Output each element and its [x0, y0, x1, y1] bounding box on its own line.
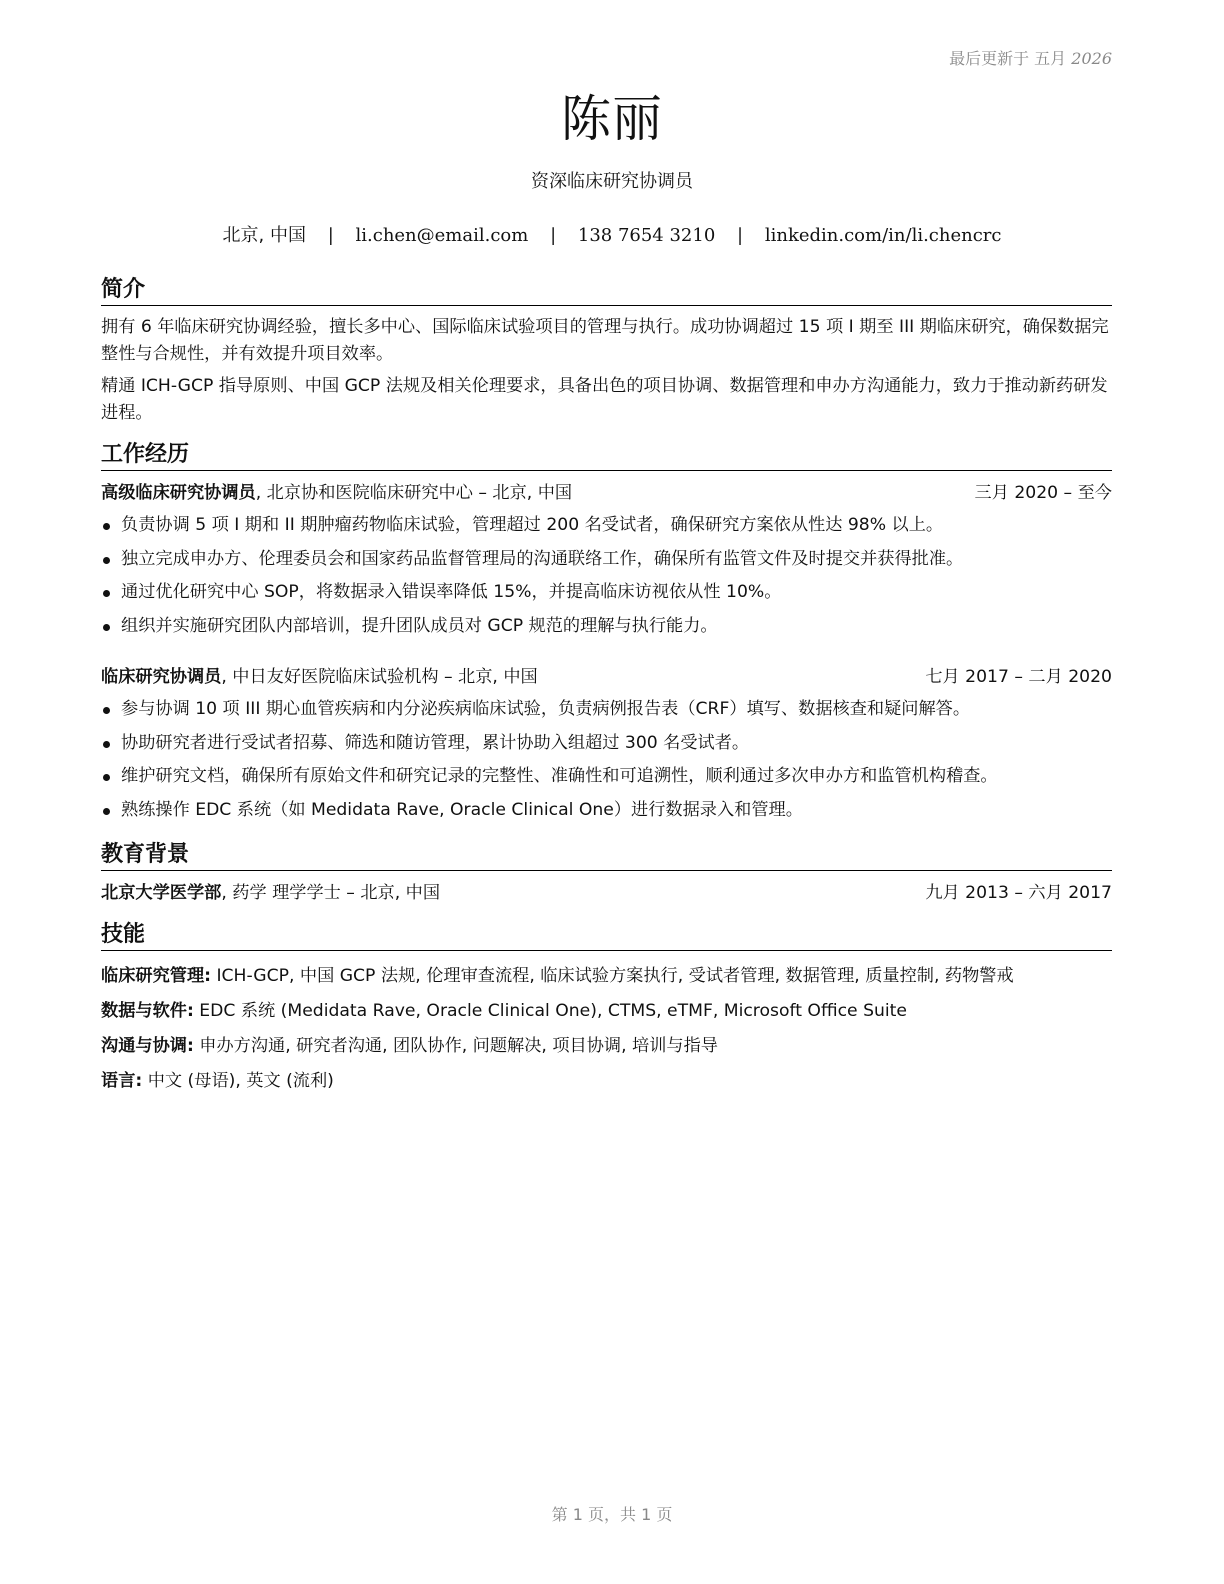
skill-row [101, 1029, 1112, 1064]
job-bullets [101, 509, 1112, 643]
section-title: 教育背景 [101, 841, 1112, 871]
section-title: 技能 [101, 921, 1112, 951]
job-title: 高级临床研究协调员 [101, 483, 256, 503]
job-header [101, 479, 1112, 507]
list-item: 通过优化研究中心 SOP，将数据录入错误率降低 15%，并提高临床访视依从性 10%。 [101, 576, 1112, 610]
skill-row [101, 994, 1112, 1029]
skill-label: 数据与软件: [101, 1001, 194, 1021]
list-item: 协助研究者进行受试者招募、筛选和随访管理，累计协助入组超过 300 名受试者。 [101, 727, 1112, 761]
summary-paragraph: 拥有 6 年临床研究协调经验，擅长多中心、国际临床试验项目的管理与执行。成功协调超过 15 项 I 期至 III 期临床研究，确保数据完整性与合规性，并有效提升项目效率。 [101, 317, 1109, 364]
skill-row [101, 959, 1112, 994]
section-title: 工作经历 [101, 441, 1112, 471]
resume-header [0, 86, 1224, 247]
job-dates: 七月 2017 – 二月 2020 [925, 667, 1112, 687]
list-item: 独立完成申办方、伦理委员会和国家药品监督管理局的沟通联络工作，确保所有监管文件及时提交并获得批准。 [101, 543, 1112, 577]
skill-row [101, 1064, 1112, 1099]
skill-label: 沟通与协调: [101, 1036, 194, 1056]
school-name: 北京大学医学部 [101, 883, 222, 903]
experience-section [101, 441, 1112, 827]
skill-value: EDC 系统 (Medidata Rave, Oracle Clinical One), CTMS, eTMF, Microsoft Office Suite [193, 1001, 907, 1021]
resume-body [101, 276, 1112, 1113]
list-item: 组织并实施研究团队内部培训，提升团队成员对 GCP 规范的理解与执行能力。 [101, 610, 1112, 644]
skill-label: 临床研究管理: [101, 966, 211, 986]
job-org: , 中日友好医院临床试验机构 – 北京, 中国 [221, 667, 538, 687]
contact-location: 北京, 中国 [222, 225, 306, 246]
education-entry [101, 879, 1112, 907]
candidate-name: 陈丽 [561, 90, 663, 148]
job-dates: 三月 2020 – 至今 [974, 483, 1112, 503]
last-updated [949, 46, 1112, 69]
candidate-headline: 资深临床研究协调员 [531, 171, 693, 192]
job-bullets [101, 693, 1112, 827]
page-footer: 第 1 页，共 1 页 [551, 1505, 673, 1524]
job-org: , 北京协和医院临床研究中心 – 北京, 中国 [255, 483, 573, 503]
contact-line [0, 221, 1224, 247]
skill-value: 中文 (母语), 英文 (流利) [142, 1071, 334, 1091]
list-item: 维护研究文档，确保所有原始文件和研究记录的完整性、准确性和可追溯性，顺利通过多次申办方和监管机构稽查。 [101, 760, 1112, 794]
education-section [101, 841, 1112, 907]
skill-value: 申办方沟通, 研究者沟通, 团队协作, 问题解决, 项目协调, 培训与指导 [193, 1036, 718, 1056]
skills-section [101, 921, 1112, 1099]
contact-phone[interactable]: 138 7654 3210 [577, 225, 716, 246]
degree-detail: , 药学 理学学士 – 北京, 中国 [221, 883, 441, 903]
contact-separator: | [737, 225, 744, 246]
summary-section [101, 276, 1112, 427]
job-title: 临床研究协调员 [101, 667, 222, 687]
contact-separator: | [550, 225, 557, 246]
job-entry [101, 663, 1112, 827]
last-updated-label: 最后更新于 五月 [949, 49, 1067, 68]
list-item: 参与协调 10 项 III 期心血管疾病和内分泌疾病临床试验，负责病例报告表（CRF）填写、数据核查和疑问解答。 [101, 693, 1112, 727]
skill-label: 语言: [101, 1071, 143, 1091]
contact-separator: | [327, 225, 334, 246]
skill-value: ICH-GCP, 中国 GCP 法规, 伦理审查流程, 临床试验方案执行, 受试者管理, 数据管理, 质量控制, 药物警戒 [211, 966, 1014, 986]
list-item: 负责协调 5 项 I 期和 II 期肿瘤药物临床试验，管理超过 200 名受试者，确保研究方案依从性达 98% 以上。 [101, 509, 1112, 543]
job-header [101, 663, 1112, 691]
job-entry [101, 479, 1112, 643]
summary-paragraph: 精通 ICH-GCP 指导原则、中国 GCP 法规及相关伦理要求，具备出色的项目协调、数据管理和申办方沟通能力，致力于推动新药研发进程。 [101, 376, 1108, 423]
list-item: 熟练操作 EDC 系统（如 Medidata Rave, Oracle Clinical One）进行数据录入和管理。 [101, 794, 1112, 828]
contact-email[interactable]: li.chen@email.com [355, 225, 529, 246]
contact-linkedin[interactable]: linkedin.com/in/li.chencrc [764, 225, 1002, 246]
education-dates: 九月 2013 – 六月 2017 [925, 883, 1112, 903]
last-updated-year: 2026 [1071, 49, 1112, 68]
section-title: 简介 [101, 276, 1112, 306]
